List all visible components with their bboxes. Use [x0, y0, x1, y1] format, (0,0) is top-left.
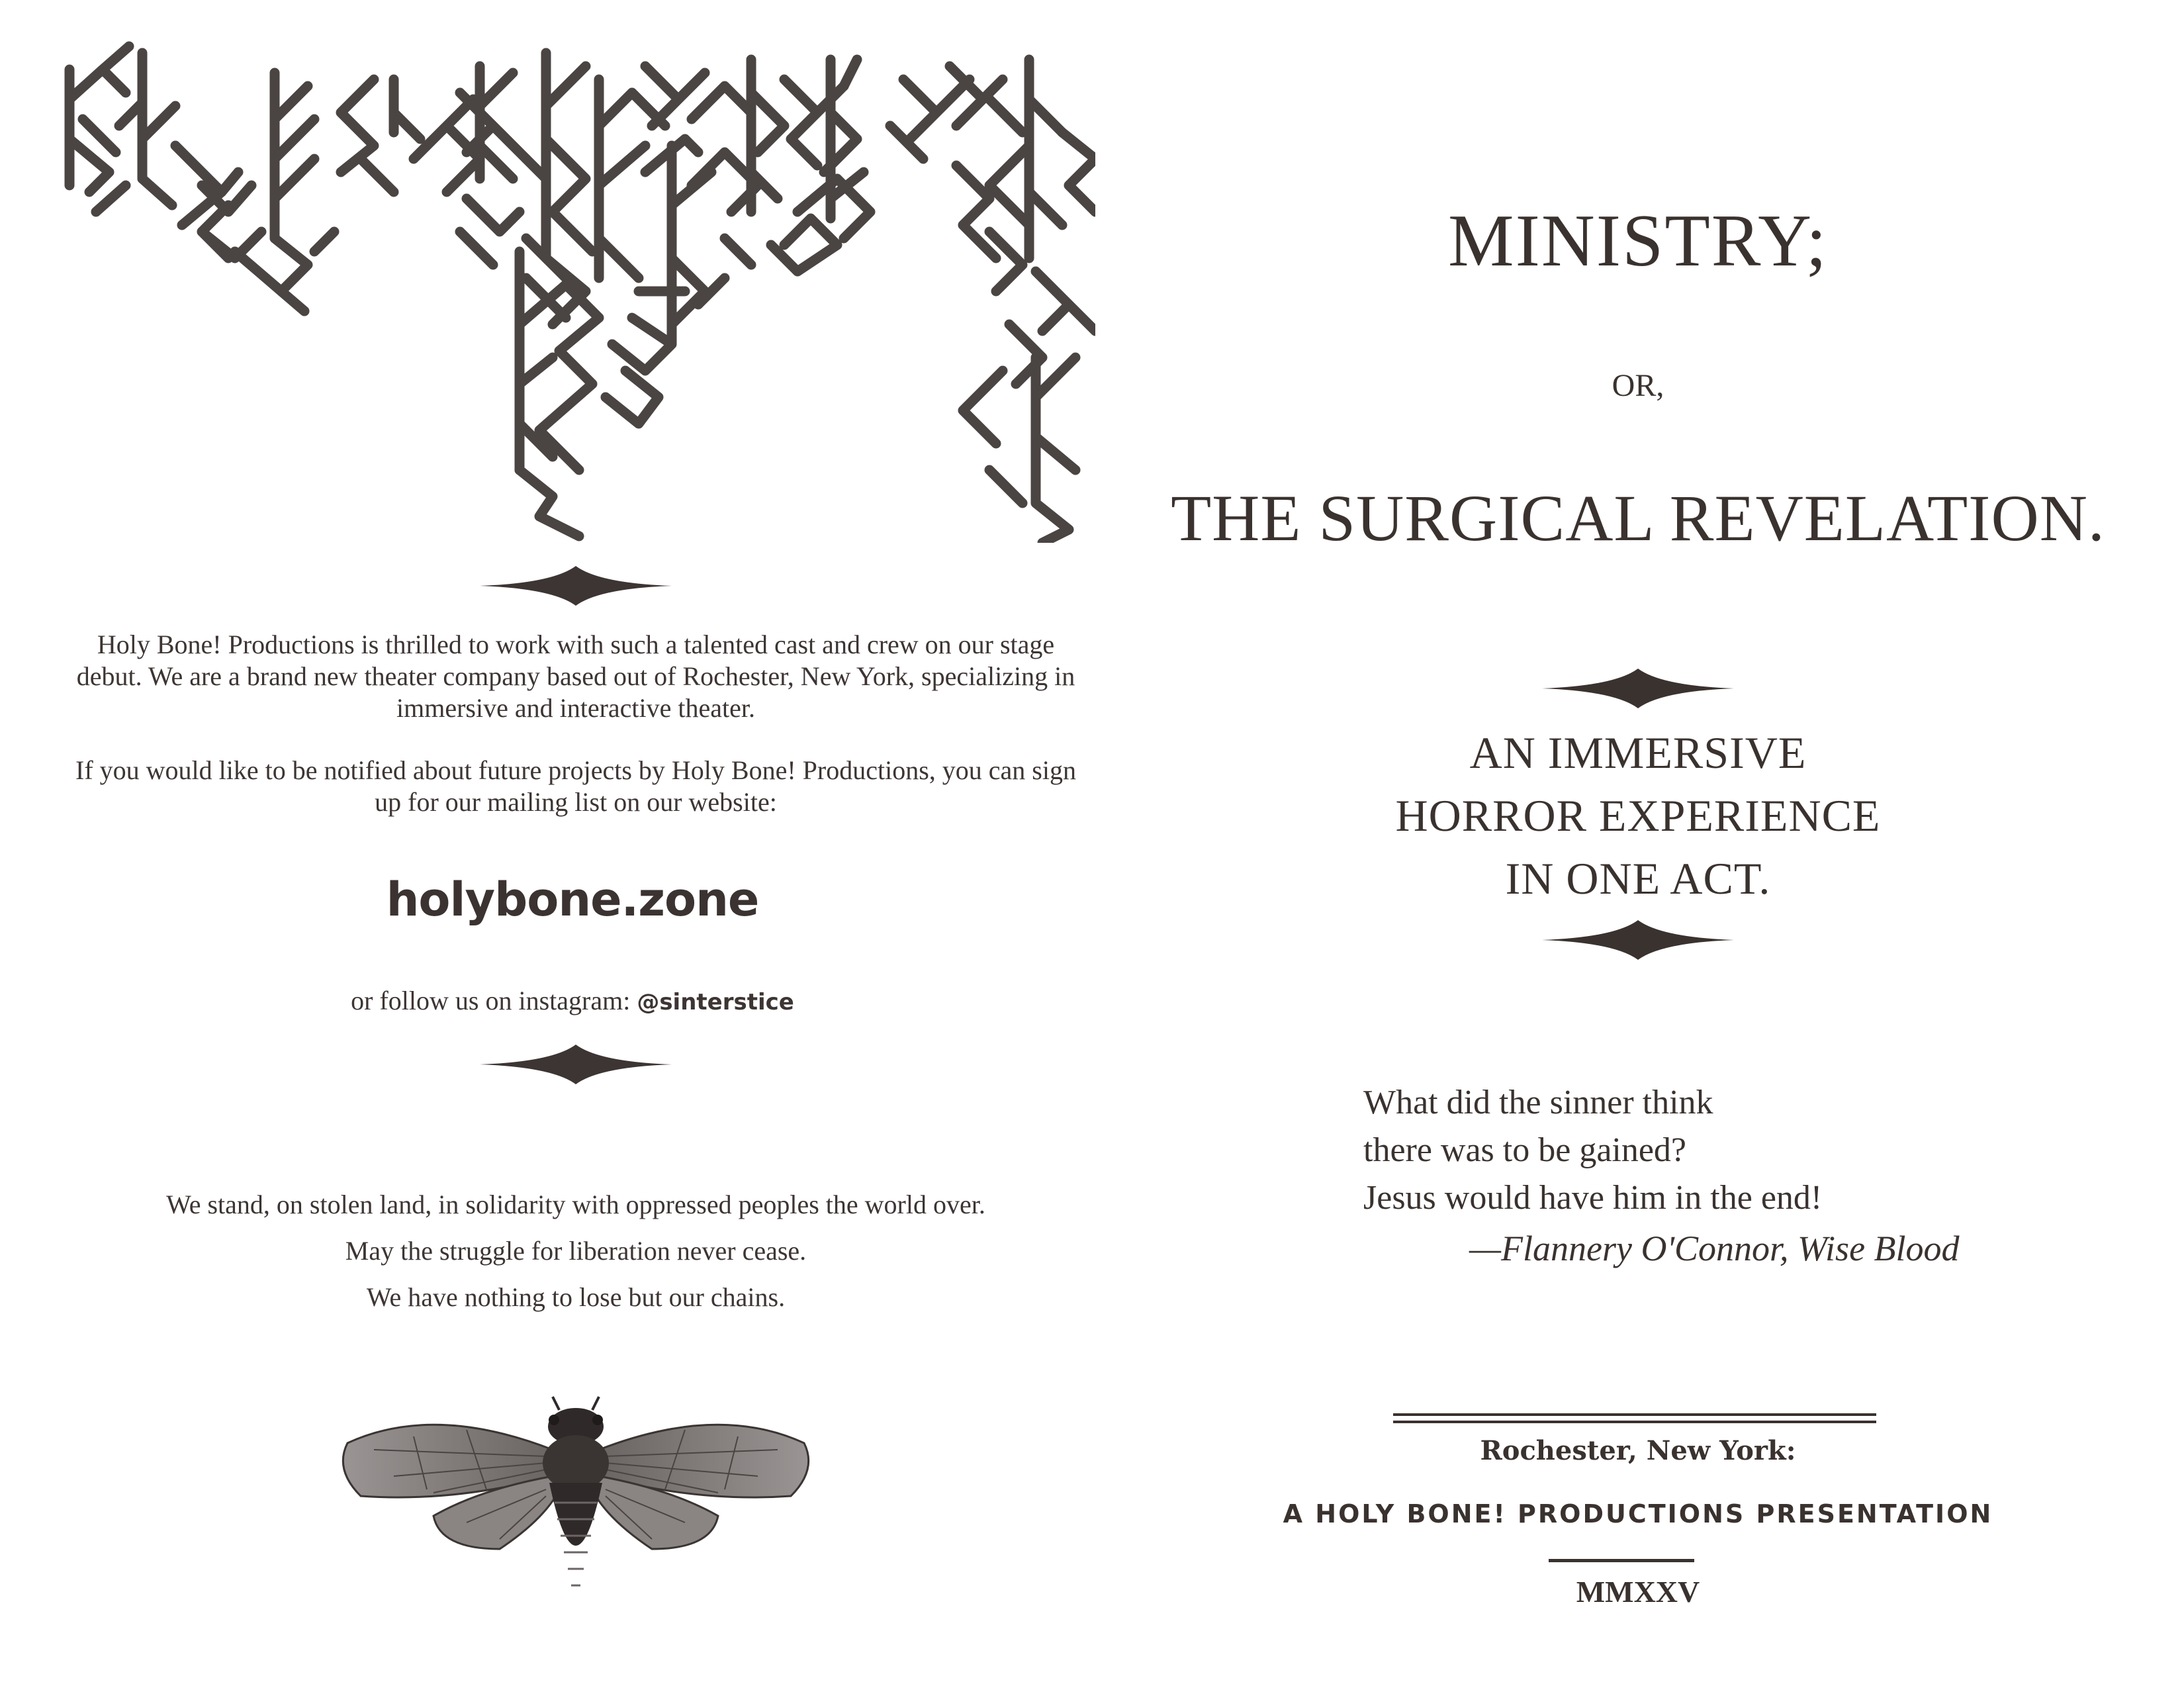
follow-text: or follow us on instagram:	[351, 986, 631, 1015]
location-text: Rochester, New York:	[1480, 1435, 1796, 1466]
double-rule-top	[1393, 1413, 1876, 1416]
intro-paragraph-2: If you would like to be notified about future projects by Holy Bone! Productions, you can sign up for our mailing list on our website:	[75, 755, 1076, 817]
instagram-handle[interactable]: @sinterstice	[637, 989, 794, 1015]
epigraph-quote	[1363, 1079, 2025, 1222]
quote-line: there was to be gained?	[1363, 1131, 1687, 1169]
solidarity-line: May the struggle for liberation never cease.	[345, 1236, 807, 1266]
short-rule	[1549, 1559, 1694, 1562]
rune-pattern-icon	[63, 40, 1095, 543]
diamond-divider-icon	[1542, 920, 1734, 960]
title-surgical-revelation: THE SURGICAL REVELATION.	[1171, 481, 2105, 555]
solidarity-line: We have nothing to lose but our chains.	[366, 1282, 786, 1312]
cicada-illustration	[334, 1390, 817, 1609]
right-panel	[1092, 0, 2184, 1688]
subtitle-line: AN IMMERSIVE	[1469, 727, 1807, 778]
quote-attribution: —Flannery O'Connor, Wise Blood	[1469, 1229, 1960, 1268]
website-link[interactable]: holybone.zone	[386, 872, 759, 927]
intro-paragraph-1: Holy Bone! Productions is thrilled to work with such a talented cast and crew on our stage debut. We are a brand new theater company based out of Rochester, New York, specializing in immersive and interactive theater.	[76, 630, 1075, 723]
quote-line: Jesus would have him in the end!	[1363, 1179, 1823, 1217]
solidarity-line: We stand, on stolen land, in solidarity with oppressed peoples the world over.	[166, 1190, 985, 1219]
intro-text	[66, 629, 1085, 849]
double-rule-bottom	[1393, 1421, 1876, 1423]
subtitle	[1092, 722, 2184, 910]
follow-line	[0, 985, 1145, 1016]
subtitle-line: IN ONE ACT.	[1505, 853, 1771, 904]
diamond-divider-icon	[1542, 669, 1734, 708]
solidarity-statement	[66, 1182, 1085, 1321]
diamond-divider-icon	[480, 1045, 672, 1084]
quote-line: What did the sinner think	[1363, 1084, 1713, 1121]
title-ministry: MINISTRY;	[1447, 200, 1828, 282]
title-or: OR,	[1612, 368, 1664, 403]
diamond-divider-icon	[480, 566, 672, 606]
year-text: MMXXV	[1576, 1575, 1700, 1609]
presentation-text: A HOLY BONE! PRODUCTIONS PRESENTATION	[1283, 1499, 1993, 1528]
subtitle-line: HORROR EXPERIENCE	[1395, 790, 1881, 841]
